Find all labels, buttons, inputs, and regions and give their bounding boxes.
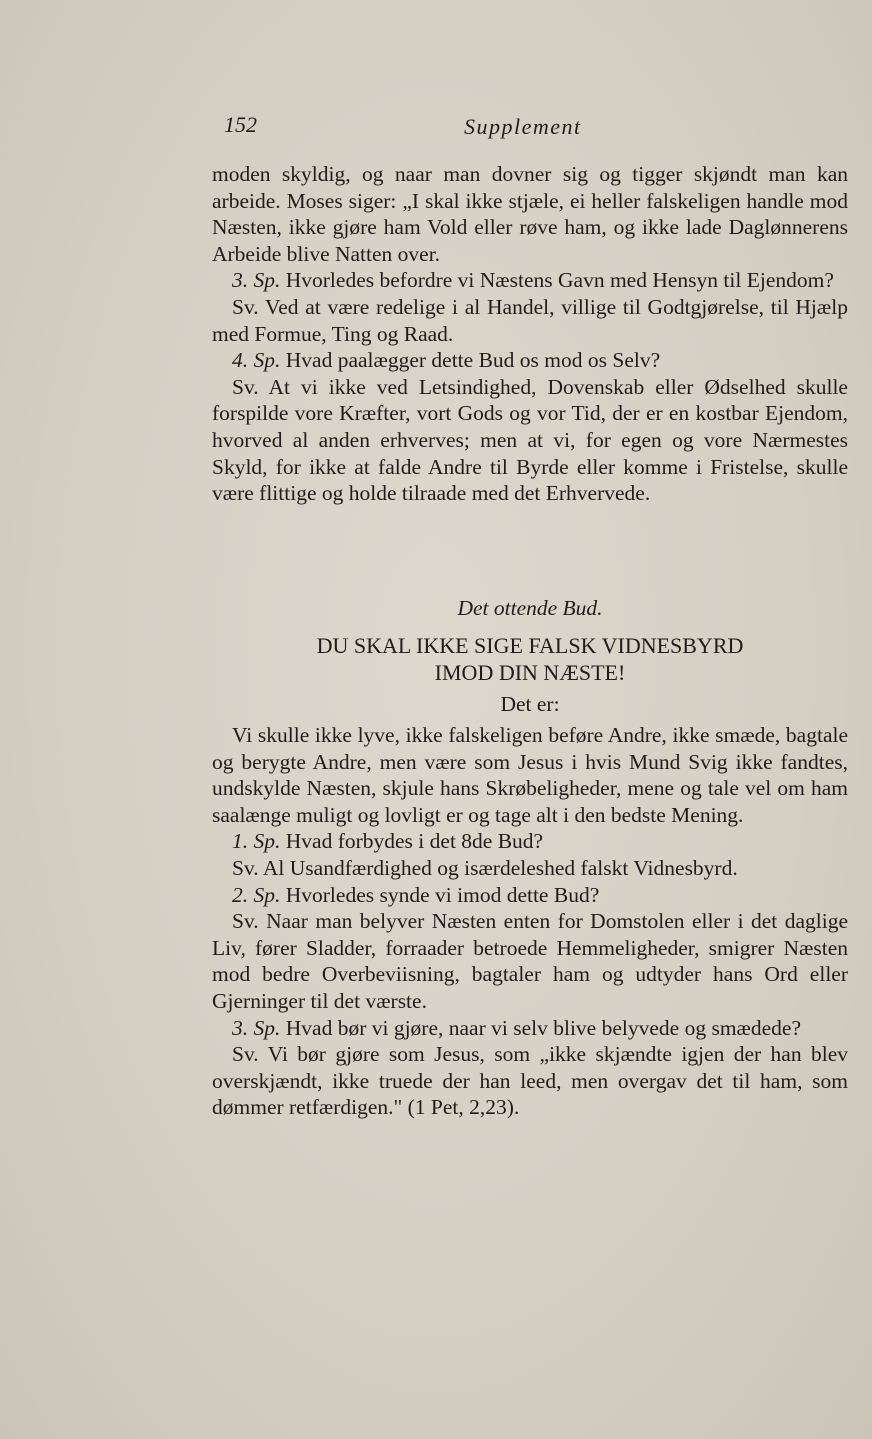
question-paragraph <box>212 1015 848 1042</box>
answer-text: Al Usandfærdighed og isærdeleshed falskt Vidnesbyrd. <box>262 855 738 880</box>
paragraph-continuation <box>212 161 848 267</box>
answer-text: Naar man belyver Næsten enten for Domstolen eller i det daglige Liv, fører Sladder, forraader betroede Hemmeligheder, smigrer Næsten mod bedre Overbeviisning, bagtaler ham og udtyder hans Ord eller Gjerninger til det værste. <box>212 909 848 1013</box>
running-title: Supplement <box>464 114 582 139</box>
page-number: 152 <box>224 112 257 137</box>
answer-paragraph <box>212 908 848 1014</box>
question-label: 1. Sp. <box>232 829 281 854</box>
question-paragraph <box>212 267 848 294</box>
answer-text: At vi ikke ved Letsindighed, Dovenskab eller Ødselhed skulle forspilde vore Kræfter, vort Gods og vor Tid, der er en kostbar Ejendom, hvorved al anden erhverves; men at vi, for egen og vore Nærmestes Skyld, for ikke at falde Andre til Byrde eller komme i Fristelse, skulle være flittige og holde tilraade med det Erhvervede. <box>212 374 848 506</box>
page-header <box>212 112 848 142</box>
answer-label: Sv. <box>232 294 259 319</box>
commandment-line-2: IMOD DIN NÆSTE! <box>434 660 626 685</box>
question-text: Hvorledes befordre vi Næstens Gavn med Hensyn til Ejendom? <box>285 268 834 293</box>
question-paragraph <box>212 828 848 855</box>
answer-paragraph <box>212 374 848 507</box>
commandment-heading <box>212 632 848 686</box>
question-label: 2. Sp. <box>232 882 281 907</box>
question-label: 3. Sp. <box>232 1015 281 1040</box>
text-block-eighth-commandment <box>212 722 848 1121</box>
paragraph-text: moden skyldig, og naar man dovner sig og tigger skjøndt man kan arbeide. Moses siger: „I skal ikke stjæle, ei heller falskeligen handle mod Næsten, ikke gjøre ham Vold eller røve ham, og ikke lade Daglønnerens Arbeide blive Natten over. <box>212 162 848 266</box>
explanation-text: Vi skulle ikke lyve, ikke falskeligen beføre Andre, ikke smæde, bagtale og berygte Andre, men være som Jesus i hvis Mund Svig ikke fandtes, undskylde Næsten, skjule hans Skrøbeligheder, mene og tale vel om ham saalænge muligt og lovligt er og tage alt i den bedste Mening. <box>212 723 848 827</box>
explanation-paragraph <box>212 722 848 828</box>
answer-label: Sv. <box>232 855 259 880</box>
explanation-heading: Det er: <box>500 692 560 716</box>
answer-label: Sv. <box>232 909 259 934</box>
text-block-seventh-commandment <box>212 161 848 507</box>
question-text: Hvad paalægger dette Bud os mod os Selv? <box>285 348 661 373</box>
answer-label: Sv. <box>232 374 259 399</box>
answer-text: Vi bør gjøre som Jesus, som „ikke skjændte igjen der han blev overskjændt, ikke truede der han leed, men overgav det til ham, som dømmer retfærdigen." (1 Pet, 2,23). <box>212 1042 848 1120</box>
section-title: Det ottende Bud. <box>457 596 603 620</box>
answer-text: Ved at være redelige i al Handel, villige til Godtgjørelse, til Hjælp med Formue, Ting og Raad. <box>212 294 848 346</box>
question-label: 3. Sp. <box>232 268 281 293</box>
question-paragraph <box>212 347 848 374</box>
answer-paragraph <box>212 1041 848 1121</box>
question-text: Hvad forbydes i det 8de Bud? <box>285 829 544 854</box>
answer-paragraph <box>212 294 848 347</box>
answer-label: Sv. <box>232 1042 259 1067</box>
question-paragraph <box>212 882 848 909</box>
answer-paragraph <box>212 855 848 882</box>
question-label: 4. Sp. <box>232 348 281 373</box>
commandment-line-1: DU SKAL IKKE SIGE FALSK VIDNESBYRD <box>316 633 744 658</box>
question-text: Hvorledes synde vi imod dette Bud? <box>285 882 600 907</box>
question-text: Hvad bør vi gjøre, naar vi selv blive belyvede og smædede? <box>285 1015 802 1040</box>
